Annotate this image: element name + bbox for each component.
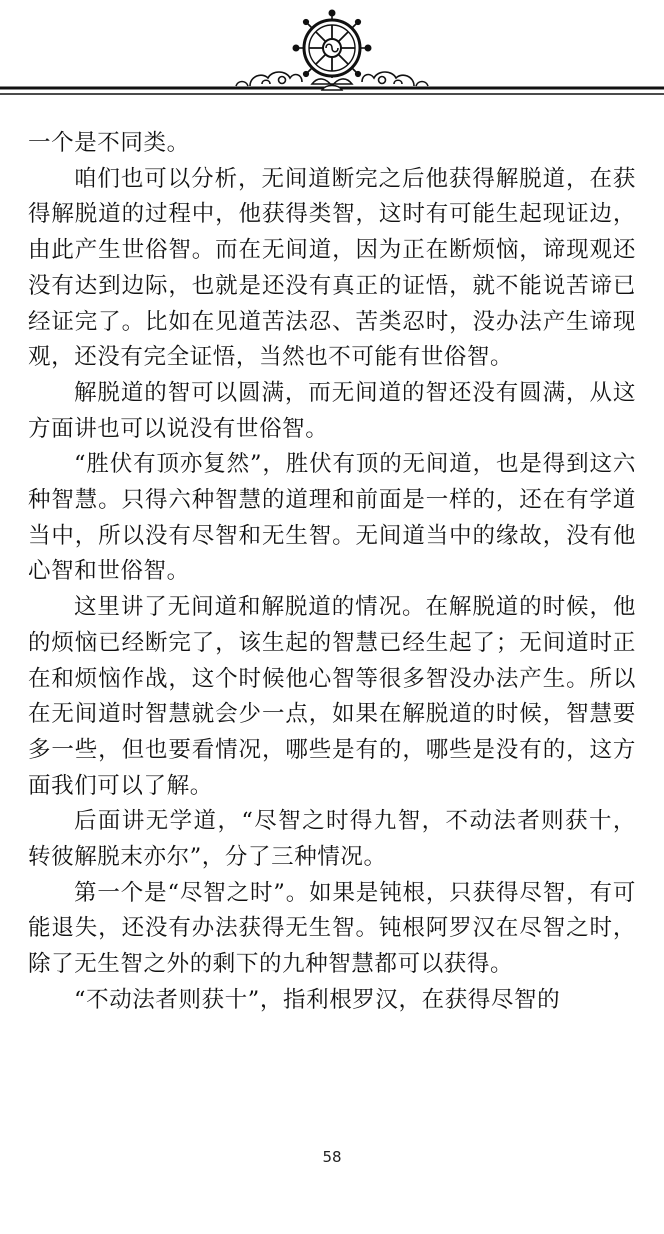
paragraph: 第一个是“尽智之时”。如果是钝根，只获得尽智，有可能退失，还没有办法获得无生智。钝根阿罗汉在尽智之时，除了无生智之外的剩下的九种智慧都可以获得。 [28, 879, 636, 978]
header-ornament [0, 0, 664, 112]
paragraph: 咱们也可以分析，无间道断完之后他获得解脱道，在获得解脱道的过程中，他获得类智，这时有可能生起现证边，由此产生世俗智。而在无间道，因为正在断烦恼，谛现观还没有达到边际，也就是还没有真正的证悟，就不能说苦谛已经证完了。比如在见道苦法忍、苦类忍时，没办法产生谛现观，还没有完全证悟，当然也不可能有世俗智。 [28, 165, 636, 371]
paragraph: “不动法者则获十”，指利根罗汉，在获得尽智的 [74, 986, 561, 1013]
dharma-wheel-icon [293, 10, 371, 90]
page-body [28, 126, 636, 1019]
paragraph: 这里讲了无间道和解脱道的情况。在解脱道的时候，他的烦恼已经断完了，该生起的智慧已经生起了；无间道时正在和烦恼作战，这个时候他心智等很多智没办法产生。所以在无间道时智慧就会少一点，如果在解脱道的时候，智慧要多一些，但也要看情况，哪些是有的，哪些是没有的，这方面我们可以了解。 [28, 594, 636, 799]
page-number: 58 [322, 1148, 342, 1166]
page-header [0, 0, 664, 112]
paragraph: 解脱道的智可以圆满，而无间道的智还没有圆满，从这方面讲也可以说没有世俗智。 [28, 379, 636, 442]
cloud-scroll-right [362, 72, 428, 86]
paragraph: 一个是不同类。 [28, 130, 190, 156]
cloud-scroll-left [236, 72, 302, 86]
paragraph: “胜伏有顶亦复然”，胜伏有顶的无间道，也是得到这六种智慧。只得六种智慧的道理和前面是一样的，还在有学道当中，所以没有尽智和无生智。无间道当中的缘故，没有他心智和世俗智。 [28, 451, 636, 585]
paragraph: 后面讲无学道，“尽智之时得九智，不动法者则获十，转彼解脱末亦尔”，分了三种情况。 [28, 808, 636, 871]
